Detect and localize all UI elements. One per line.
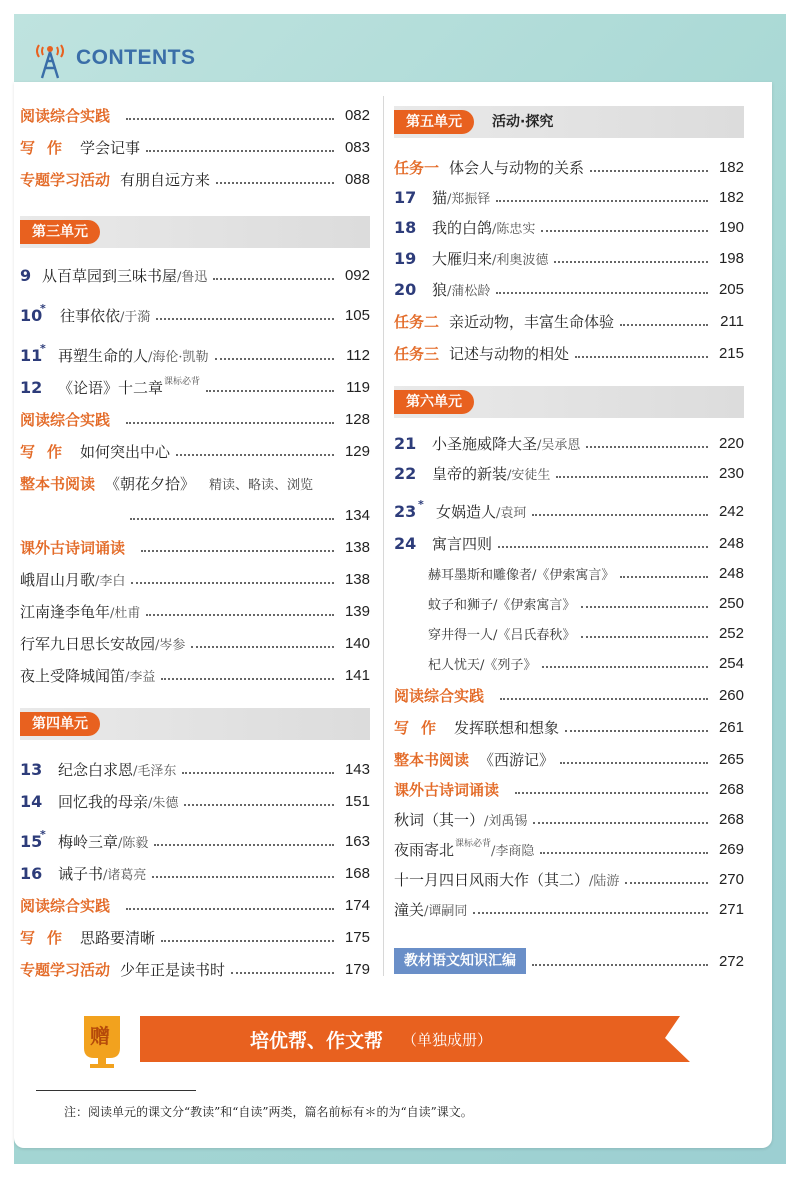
toc-row[interactable] (20, 102, 370, 128)
entry-title: 发挥联想和想象 (454, 718, 560, 737)
lesson-number: 10 * (20, 301, 46, 325)
leader-dots (500, 698, 708, 700)
page-number: 248 (718, 534, 744, 552)
section-label: 阅读综合实践 (20, 896, 111, 915)
required-recitation-note: 课标必背 (164, 376, 201, 387)
lesson-author: /蒲松龄 (447, 283, 491, 299)
leader-dots (540, 852, 708, 854)
entry-title: 《西游记》 (479, 750, 555, 769)
unit-header (20, 216, 370, 248)
toc-row[interactable] (20, 470, 370, 496)
signal-tower-icon (30, 36, 70, 80)
lesson-number: 23 * (394, 497, 424, 521)
lesson-number: 12 (20, 377, 43, 397)
toc-row[interactable] (20, 924, 370, 950)
leader-dots (554, 261, 708, 263)
lesson-row[interactable] (394, 214, 744, 240)
fable-row[interactable] (394, 590, 744, 616)
poem-title: 夜上受降城闻笛 (20, 666, 126, 685)
lesson-row[interactable] (394, 276, 744, 302)
section-label: 写作 (20, 138, 75, 157)
lesson-row[interactable] (394, 245, 744, 271)
unit-header (394, 386, 744, 418)
lesson-author: /鲁迅 (177, 269, 208, 285)
poem-author: /谭嗣同 (424, 903, 468, 919)
poem-author: /刘禹锡 (484, 813, 528, 829)
leader-dots (161, 940, 334, 942)
reading-methods: 精读、略读、浏览 (209, 477, 314, 493)
leader-dots (560, 762, 708, 764)
page-number: 112 (346, 346, 370, 364)
lesson-number: 17 (394, 187, 417, 207)
toc-row[interactable] (20, 438, 370, 464)
lesson-number: 20 (394, 279, 417, 299)
leader-dots (586, 446, 708, 448)
gift-badge: 赠 (90, 1024, 110, 1048)
footnote-rule (36, 1090, 196, 1091)
page-number: 129 (344, 442, 370, 460)
poem-title: 行军九日思长安故园 (20, 634, 156, 653)
unit-tag: 第四单元 (20, 712, 100, 736)
lesson-title: 回忆我的母亲 (58, 792, 149, 811)
leader-dots (541, 230, 708, 232)
banner-note: （单独成册） (402, 1031, 493, 1049)
self-read-star: * (40, 341, 46, 355)
lesson-row[interactable] (394, 530, 744, 556)
poem-row[interactable] (20, 598, 370, 624)
lesson-number: 19 (394, 248, 417, 268)
leader-dots (206, 390, 334, 392)
leader-dots (141, 550, 334, 552)
leader-dots (126, 118, 334, 120)
leader-dots (515, 792, 708, 794)
lesson-title: 从百草园到三味书屋 (42, 266, 178, 285)
entry-title: 《朝花夕拾》 (105, 474, 196, 493)
lesson-title: 寓言四则 (432, 534, 493, 553)
fable-title: 杞人忧天/《列子》 (428, 657, 537, 673)
knowledge-row[interactable] (394, 948, 744, 974)
entry-title: 记述与动物的相处 (449, 344, 570, 363)
page-number: 163 (344, 832, 370, 850)
page-number: 134 (344, 506, 370, 524)
lesson-number: 11 * (20, 341, 46, 365)
poem-author: /陆游 (589, 873, 620, 889)
task-label: 任务二 (394, 312, 440, 331)
lesson-title: 皇帝的新装 (432, 464, 508, 483)
section-label: 专题学习活动 (20, 170, 111, 189)
leader-dots (184, 804, 334, 806)
lesson-author: /于漪 (120, 309, 151, 325)
page-number: 141 (344, 666, 370, 684)
required-recitation-note: 课标必背 (455, 838, 492, 849)
page-number: 119 (346, 378, 370, 396)
self-read-star: * (40, 301, 46, 315)
lesson-row[interactable] (20, 342, 370, 368)
fable-row[interactable] (394, 620, 744, 646)
footnote: 注：阅读单元的课文分“教读”和“自读”两类，篇名前标有＊的为“自读”课文。 (64, 1105, 473, 1119)
page-number: 092 (344, 266, 370, 284)
leader-dots (575, 356, 708, 358)
lesson-number: 18 (394, 217, 417, 237)
unit-theme: 活动·探究 (492, 114, 554, 130)
poem-row[interactable] (394, 896, 744, 922)
poem-row[interactable] (394, 836, 744, 862)
leader-dots (182, 772, 334, 774)
lesson-number: 15 * (20, 827, 46, 851)
leader-dots (496, 292, 708, 294)
lesson-author: /朱德 (148, 795, 179, 811)
unit-tag: 第三单元 (20, 220, 100, 244)
fable-title: 蚊子和狮子/《伊索寓言》 (428, 597, 576, 613)
lesson-number: 24 (394, 533, 417, 553)
poem-author: /李益 (125, 669, 156, 685)
lesson-title: 梅岭三章 (58, 832, 119, 851)
page-number: 242 (718, 502, 744, 520)
lesson-title: 小圣施威降大圣 (432, 434, 538, 453)
page-number: 175 (344, 928, 370, 946)
poem-title: 潼关 (394, 900, 425, 919)
page-number: 138 (344, 570, 370, 588)
poem-author: /李商隐 (491, 843, 535, 859)
lesson-row[interactable] (20, 788, 370, 814)
entry-title: 少年正是读书时 (120, 960, 226, 979)
leader-dots (565, 730, 708, 732)
lesson-number: 16 (20, 863, 43, 883)
poem-row[interactable] (20, 566, 370, 592)
page-number: 270 (718, 870, 744, 888)
lesson-row[interactable] (394, 498, 744, 524)
lesson-author: /吴承恩 (537, 437, 581, 453)
page-number: 088 (344, 170, 370, 188)
poem-title: 夜雨寄北 (394, 840, 455, 859)
leader-dots (473, 912, 708, 914)
page-number: 151 (344, 792, 370, 810)
bonus-banner (80, 1008, 700, 1068)
poem-title: 江南逢李龟年 (20, 602, 111, 621)
page-number: 174 (344, 896, 370, 914)
leader-dots (496, 200, 708, 202)
self-read-star: * (40, 827, 46, 841)
poem-row[interactable] (20, 662, 370, 688)
self-read-star: * (418, 497, 424, 511)
unit-tag: 第六单元 (394, 390, 474, 414)
lesson-row[interactable] (394, 460, 744, 486)
leader-dots (146, 150, 334, 152)
unit-tag: 第五单元 (394, 110, 474, 134)
leader-dots (126, 422, 334, 424)
lesson-row[interactable] (20, 828, 370, 854)
page-number: 168 (344, 864, 370, 882)
page-number: 254 (718, 654, 744, 672)
lesson-title: 女娲造人 (436, 502, 497, 521)
leader-dots (215, 358, 334, 360)
contents-header (30, 36, 196, 80)
leader-dots (216, 182, 334, 184)
poem-author: /杜甫 (110, 605, 141, 621)
toc-row[interactable] (394, 776, 744, 802)
entry-title: 体会人与动物的关系 (449, 158, 585, 177)
section-label: 阅读综合实践 (20, 410, 111, 429)
fable-title: 穿井得一人/《吕氏春秋》 (428, 627, 576, 643)
leader-dots (152, 876, 334, 878)
section-label: 写作 (20, 928, 75, 947)
page-number: 268 (718, 810, 744, 828)
poem-row[interactable] (394, 866, 744, 892)
lesson-row[interactable] (20, 262, 370, 288)
lesson-title: 我的白鸽 (432, 218, 493, 237)
lesson-author: /袁珂 (496, 505, 527, 521)
section-label: 专题学习活动 (20, 960, 111, 979)
leader-dots (533, 822, 708, 824)
poem-title: 秋词（其一） (394, 810, 485, 829)
lesson-author: /陈毅 (118, 835, 149, 851)
lesson-number: 14 (20, 791, 43, 811)
page-number: 261 (718, 718, 744, 736)
lesson-author: /安徒生 (507, 467, 551, 483)
page-number: 139 (344, 602, 370, 620)
lesson-title: 纪念白求恩 (58, 760, 134, 779)
leader-dots (620, 576, 708, 578)
lesson-row[interactable] (20, 374, 370, 400)
toc-row[interactable] (394, 682, 744, 708)
toc-row[interactable] (394, 746, 744, 772)
leader-dots (146, 614, 334, 616)
lesson-author: /郑振铎 (447, 191, 491, 207)
lesson-row[interactable] (20, 302, 370, 328)
banner-title: 培优帮、作文帮 (250, 1030, 384, 1052)
page-number: 128 (344, 410, 370, 428)
toc-row[interactable] (394, 154, 744, 180)
lesson-title: 诫子书 (58, 864, 104, 883)
toc-row[interactable] (394, 714, 744, 740)
leader-dots (532, 514, 708, 516)
leader-dots (556, 476, 708, 478)
page-number: 220 (718, 434, 744, 452)
poem-row[interactable] (20, 630, 370, 656)
page-number: 083 (344, 138, 370, 156)
leader-dots (532, 964, 708, 966)
page-number: 269 (718, 840, 744, 858)
section-label: 课外古诗词诵读 (20, 538, 126, 557)
leader-dots (176, 454, 334, 456)
lesson-author: /利奥波德 (492, 252, 549, 268)
page-number: 198 (718, 249, 744, 267)
page-number: 182 (718, 188, 744, 206)
page-title: CONTENTS (76, 46, 196, 69)
section-label: 阅读综合实践 (394, 686, 485, 705)
poem-title: 十一月四日风雨大作（其二） (394, 870, 590, 889)
leader-dots (191, 646, 334, 648)
lesson-author: /诸葛亮 (103, 867, 147, 883)
lesson-row[interactable] (394, 430, 744, 456)
page-number: 260 (718, 686, 744, 704)
lesson-number: 13 (20, 759, 43, 779)
lesson-title: 狼 (432, 280, 448, 299)
page-number: 268 (718, 780, 744, 798)
page-number: 082 (344, 106, 370, 124)
leader-dots (590, 170, 708, 172)
fable-row[interactable] (394, 650, 744, 676)
toc-row[interactable] (20, 956, 370, 982)
page-number: 211 (720, 312, 744, 330)
page-number: 248 (718, 564, 744, 582)
task-label: 任务一 (394, 158, 440, 177)
lesson-row[interactable] (20, 860, 370, 886)
leader-dots (161, 678, 334, 680)
page-number: 252 (718, 624, 744, 642)
entry-title: 思路要清晰 (80, 928, 156, 947)
toc-row[interactable] (20, 892, 370, 918)
lesson-title: 大雁归来 (432, 249, 493, 268)
lesson-row[interactable] (20, 756, 370, 782)
page-number: 190 (718, 218, 744, 236)
toc-row[interactable] (20, 534, 370, 560)
leader-dots (625, 882, 708, 884)
toc-row[interactable] (394, 340, 744, 366)
page-number: 265 (718, 750, 744, 768)
section-label: 整本书阅读 (394, 750, 470, 769)
page-number: 205 (718, 280, 744, 298)
fable-row[interactable] (394, 560, 744, 586)
lesson-title: 往事依依 (60, 306, 121, 325)
toc-row-continued[interactable] (20, 502, 370, 528)
leader-dots (126, 908, 334, 910)
unit-header (20, 708, 370, 740)
page-number: 179 (344, 960, 370, 978)
toc-row[interactable] (20, 406, 370, 432)
fable-title: 赫耳墨斯和雕像者/《伊索寓言》 (428, 567, 615, 583)
poem-title: 峨眉山月歌 (20, 570, 96, 589)
page-number: 215 (718, 344, 744, 362)
entry-title: 学会记事 (80, 138, 141, 157)
knowledge-tag: 教材语文知识汇编 (394, 948, 526, 974)
leader-dots (131, 582, 334, 584)
leader-dots (498, 546, 708, 548)
leader-dots (213, 278, 334, 280)
poem-author: /岑参 (155, 637, 186, 653)
leader-dots (581, 636, 708, 638)
page-number: 138 (344, 538, 370, 556)
lesson-title: 猫 (432, 188, 448, 207)
section-label: 课外古诗词诵读 (394, 780, 500, 799)
lesson-number: 9 (20, 265, 32, 285)
entry-title: 有朋自远方来 (120, 170, 211, 189)
toc-row[interactable] (394, 308, 744, 334)
leader-dots (130, 518, 334, 520)
lesson-author: /陈忠实 (492, 221, 536, 237)
leader-dots (620, 324, 708, 326)
toc-row[interactable] (20, 166, 370, 192)
lesson-number: 21 (394, 433, 417, 453)
page-number: 143 (344, 760, 370, 778)
section-label: 写作 (20, 442, 75, 461)
column-divider (383, 96, 384, 976)
lesson-title: 《论语》十二章 (58, 378, 164, 397)
page-number: 105 (344, 306, 370, 324)
page-number: 140 (344, 634, 370, 652)
lesson-title: 再塑生命的人 (58, 346, 149, 365)
page-number: 250 (718, 594, 744, 612)
leader-dots (231, 972, 334, 974)
entry-title: 亲近动物，丰富生命体验 (449, 312, 615, 331)
poem-author: /李白 (95, 573, 126, 589)
lesson-row[interactable] (394, 184, 744, 210)
task-label: 任务三 (394, 344, 440, 363)
leader-dots (542, 666, 708, 668)
section-label: 整本书阅读 (20, 474, 96, 493)
page-number: 182 (718, 158, 744, 176)
section-label: 阅读综合实践 (20, 106, 111, 125)
section-label: 写作 (394, 718, 449, 737)
unit-header (394, 106, 744, 138)
lesson-number: 22 (394, 463, 417, 483)
leader-dots (154, 844, 334, 846)
page-number: 272 (718, 952, 744, 970)
entry-title: 如何突出中心 (80, 442, 171, 461)
poem-row[interactable] (394, 806, 744, 832)
page-number: 230 (718, 464, 744, 482)
leader-dots (156, 318, 334, 320)
lesson-author: /毛泽东 (133, 763, 177, 779)
lesson-author: /海伦·凯勒 (148, 349, 209, 365)
page-number: 271 (718, 900, 744, 918)
leader-dots (581, 606, 708, 608)
toc-row[interactable] (20, 134, 370, 160)
